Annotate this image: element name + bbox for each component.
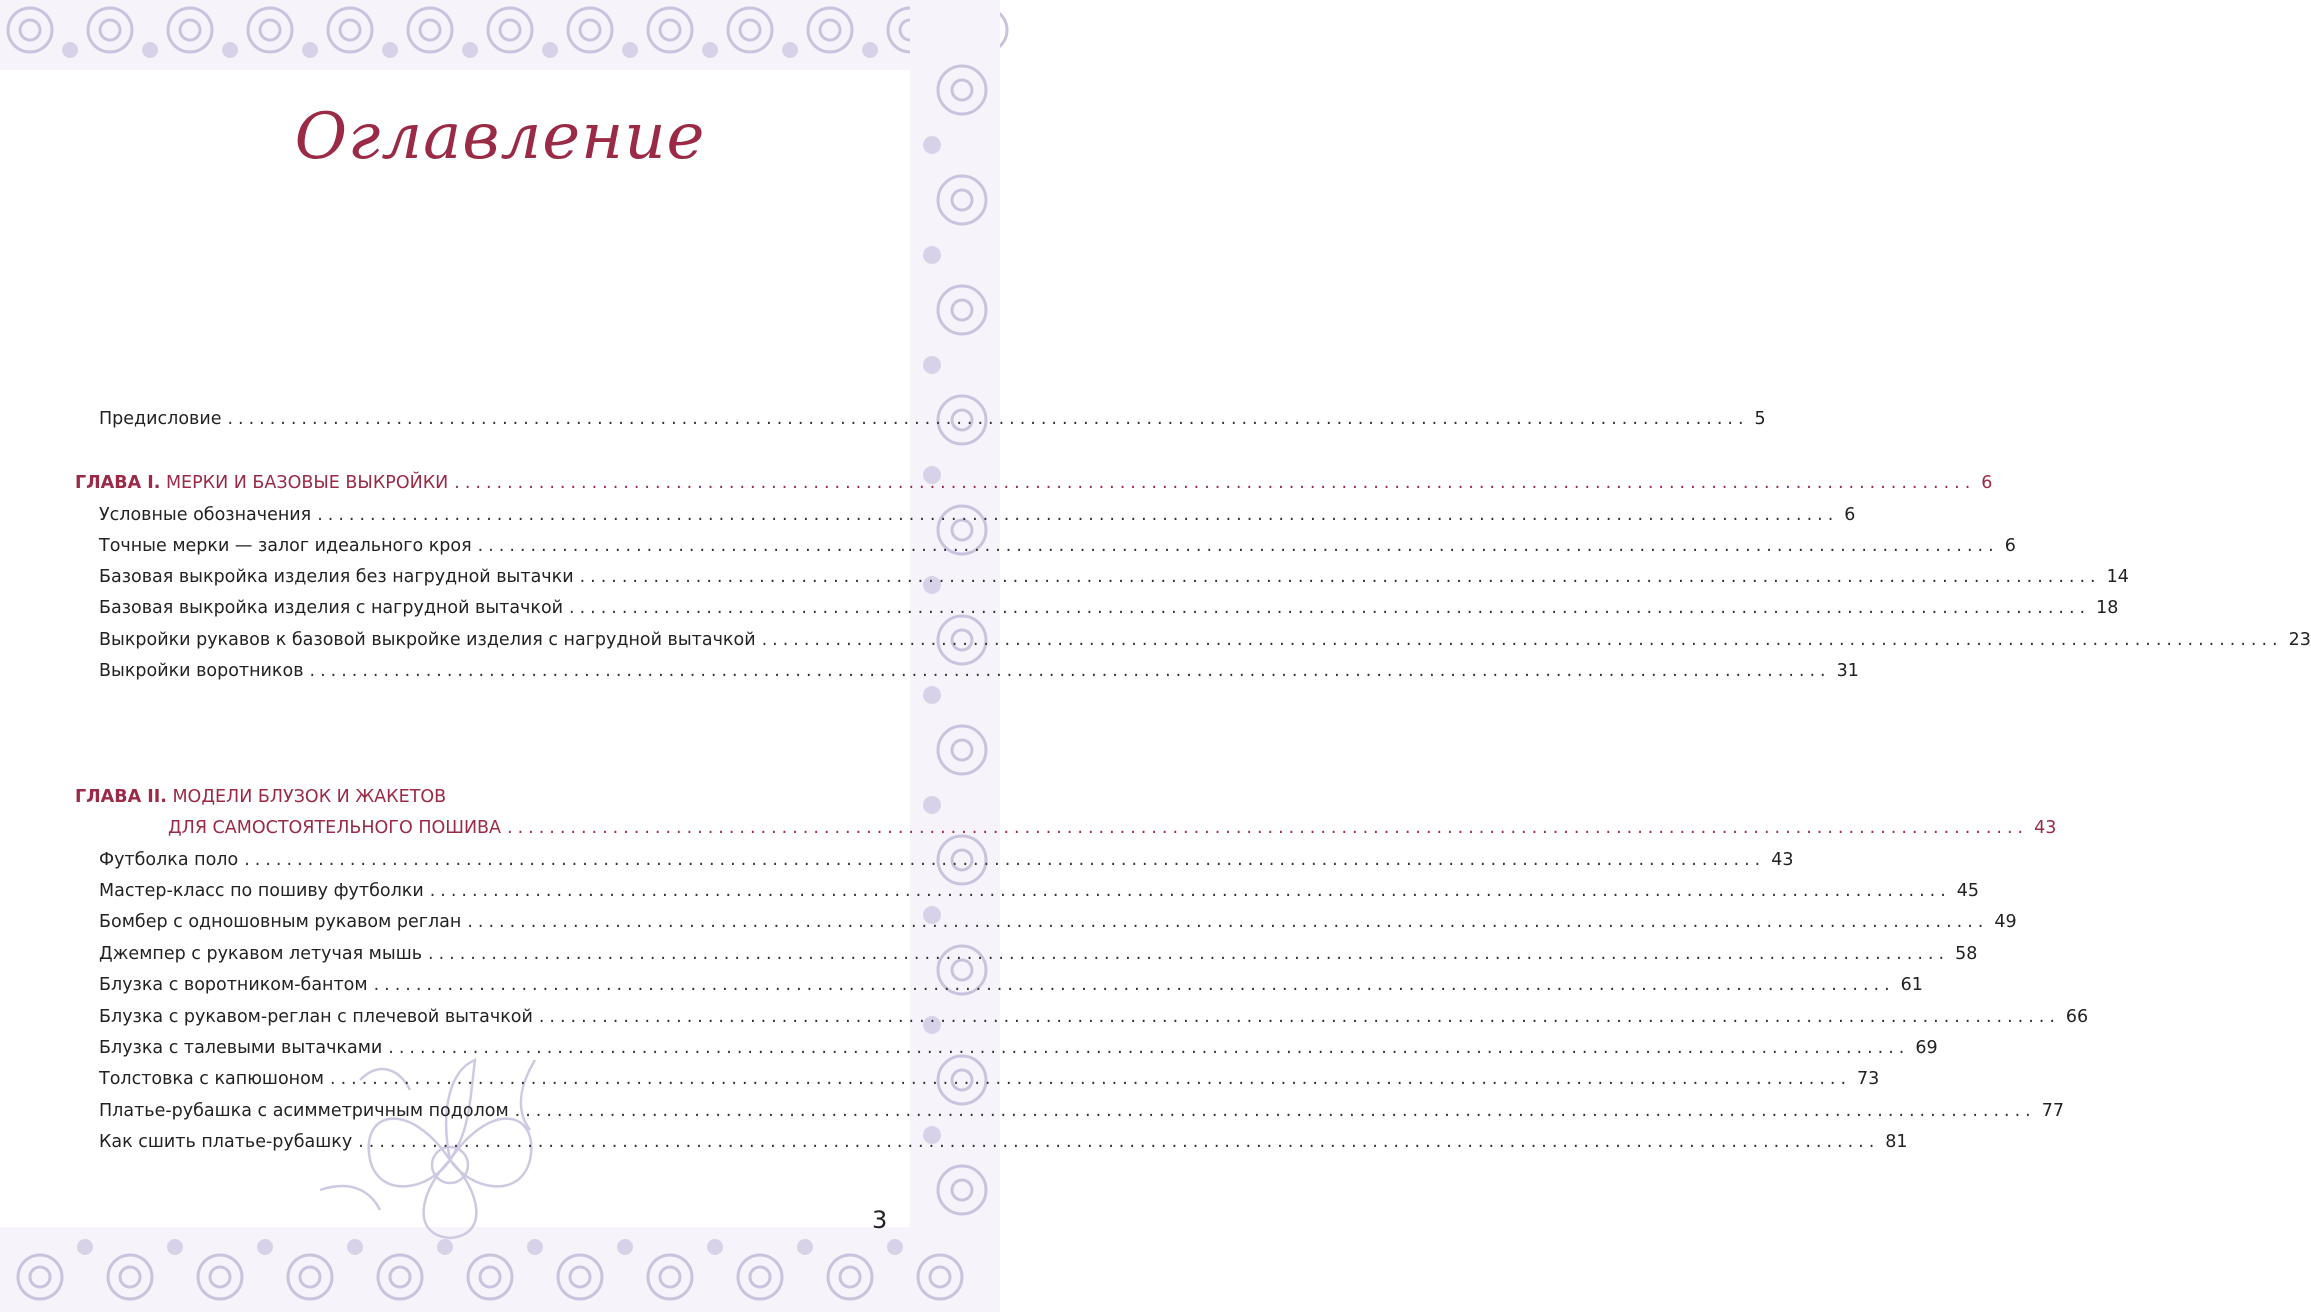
toc-item-label: Блузка с рукавом-реглан с плечевой вытачкой xyxy=(99,1007,533,1027)
toc-item[interactable] xyxy=(99,943,1978,965)
chapter-2-prefix: ГЛАВА II. xyxy=(75,787,167,807)
chapter-1-heading[interactable] xyxy=(75,472,1993,494)
toc-item-label: Футболка поло xyxy=(99,850,239,870)
toc-item-page: 6 xyxy=(1844,505,1856,525)
leader-dots: ................................................................................................................................................ xyxy=(388,1038,1910,1058)
leader-dots: ................................................................................................................................................ xyxy=(373,975,1895,995)
toc-item-label: Точные мерки — залог идеального кроя xyxy=(99,536,472,556)
leader-dots: ................................................................................................................................................ xyxy=(317,505,1839,525)
page-number: 3 xyxy=(872,1206,888,1234)
leader-dots: ................................................................................................................................................ xyxy=(227,409,1749,429)
toc-item-label: Предисловие xyxy=(99,409,222,429)
toc-item[interactable] xyxy=(99,849,1794,871)
toc-item[interactable] xyxy=(99,911,2017,933)
toc-item-page: 43 xyxy=(1771,850,1794,870)
toc-item-page: 18 xyxy=(2096,598,2119,618)
leader-dots: ................................................................................................................................................ xyxy=(538,1007,2060,1027)
chapter-2-heading-line1[interactable] xyxy=(75,786,859,808)
toc-item[interactable] xyxy=(99,504,1856,526)
chapter-2-title-line2: ДЛЯ САМОСТОЯТЕЛЬНОГО ПОШИВА xyxy=(168,818,502,838)
leader-dots: ................................................................................................................................................ xyxy=(467,912,1989,932)
toc-item-label: Платье-рубашка с асимметричным подолом xyxy=(99,1101,509,1121)
chapter-2-page: 43 xyxy=(2034,818,2057,838)
leader-dots: ................................................................................................................................................ xyxy=(358,1132,1880,1152)
leader-dots: ................................................................................................................................................ xyxy=(428,944,1950,964)
leader-dots: ................................................................................................................................................ xyxy=(244,850,1766,870)
leader-dots: ................................................................................................................................................ xyxy=(477,536,1999,556)
leader-dots: ................................................................................................................................................ xyxy=(309,661,1831,681)
toc-item-page: 14 xyxy=(2106,567,2129,587)
toc-item-label: Выкройки рукавов к базовой выкройке изделия с нагрудной вытачкой xyxy=(99,630,756,650)
toc-item-label: Джемпер с рукавом летучая мышь xyxy=(99,944,423,964)
toc-item-label: Выкройки воротников xyxy=(99,661,304,681)
chapter-2-title-line1: МОДЕЛИ БЛУЗОК И ЖАКЕТОВ xyxy=(172,787,447,807)
toc-item-label: Мастер-класс по пошиву футболки xyxy=(99,881,424,901)
leader-dots: ................................................................................................................................................ xyxy=(579,567,2101,587)
toc-item-page: 81 xyxy=(1885,1132,1908,1152)
toc-item-page: 73 xyxy=(1857,1069,1880,1089)
toc-item-label: Бомбер с одношовным рукавом реглан xyxy=(99,912,462,932)
leader-dots: ................................................................................................................................................ xyxy=(569,598,2091,618)
toc-item[interactable] xyxy=(99,1037,1938,1059)
toc-item[interactable] xyxy=(99,660,1859,682)
leader-dots: ................................................................................................................................................ xyxy=(429,881,1951,901)
leader-dots: ................................................................................................................................................ xyxy=(761,630,2283,650)
toc-item-label: Блузка с воротником-бантом xyxy=(99,975,368,995)
chapter-2-heading-line2[interactable] xyxy=(168,817,2057,839)
toc-item-page: 69 xyxy=(1915,1038,1938,1058)
toc-item-page: 66 xyxy=(2065,1007,2089,1027)
toc-item-page: 58 xyxy=(1955,944,1978,964)
toc-item-label: Условные обозначения xyxy=(99,505,312,525)
toc-item-label: Толстовка с капюшоном xyxy=(99,1069,324,1089)
toc-item[interactable] xyxy=(99,974,1923,996)
toc-item-page: 61 xyxy=(1900,975,1923,995)
toc-item-page: 77 xyxy=(2041,1101,2064,1121)
toc-item-page: 45 xyxy=(1956,881,1980,901)
leader-dots: ................................................................................................................................................ xyxy=(507,818,2029,838)
toc-item-page: 49 xyxy=(1994,912,2017,932)
leader-dots: ................................................................................................................................................ xyxy=(330,1069,1852,1089)
toc-item[interactable] xyxy=(99,1131,1908,1153)
toc-item-page: 6 xyxy=(2004,536,2016,556)
chapter-1-title: МЕРКИ И БАЗОВЫЕ ВЫКРОЙКИ xyxy=(165,473,449,493)
chapter-1-prefix: ГЛАВА I. xyxy=(75,473,161,493)
toc-item-label: Базовая выкройка изделия без нагрудной вытачки xyxy=(99,567,574,587)
toc-item[interactable] xyxy=(99,1100,2064,1122)
toc-item-preface[interactable] xyxy=(99,408,1766,430)
toc-item-label: Базовая выкройка изделия с нагрудной вытачкой xyxy=(99,598,564,618)
toc-item[interactable] xyxy=(99,597,2119,619)
toc-item-page: 31 xyxy=(1836,661,1859,681)
leader-dots: ................................................................................................................................................ xyxy=(454,473,1976,493)
toc-item[interactable] xyxy=(99,629,2311,651)
toc-item[interactable] xyxy=(99,880,1980,902)
toc-item[interactable] xyxy=(99,566,2129,588)
chapter-1-page: 6 xyxy=(1981,473,1993,493)
toc-item[interactable] xyxy=(99,1006,2089,1028)
toc-item-label: Блузка с талевыми вытачками xyxy=(99,1038,383,1058)
toc-item-page: 5 xyxy=(1754,409,1766,429)
toc-item-page: 23 xyxy=(2288,630,2311,650)
page-title: Оглавление xyxy=(294,100,706,174)
toc-item[interactable] xyxy=(99,1068,1880,1090)
toc-item[interactable] xyxy=(99,535,2016,557)
leader-dots: ................................................................................................................................................ xyxy=(514,1101,2036,1121)
toc-item-label: Как сшить платье-рубашку xyxy=(99,1132,353,1152)
